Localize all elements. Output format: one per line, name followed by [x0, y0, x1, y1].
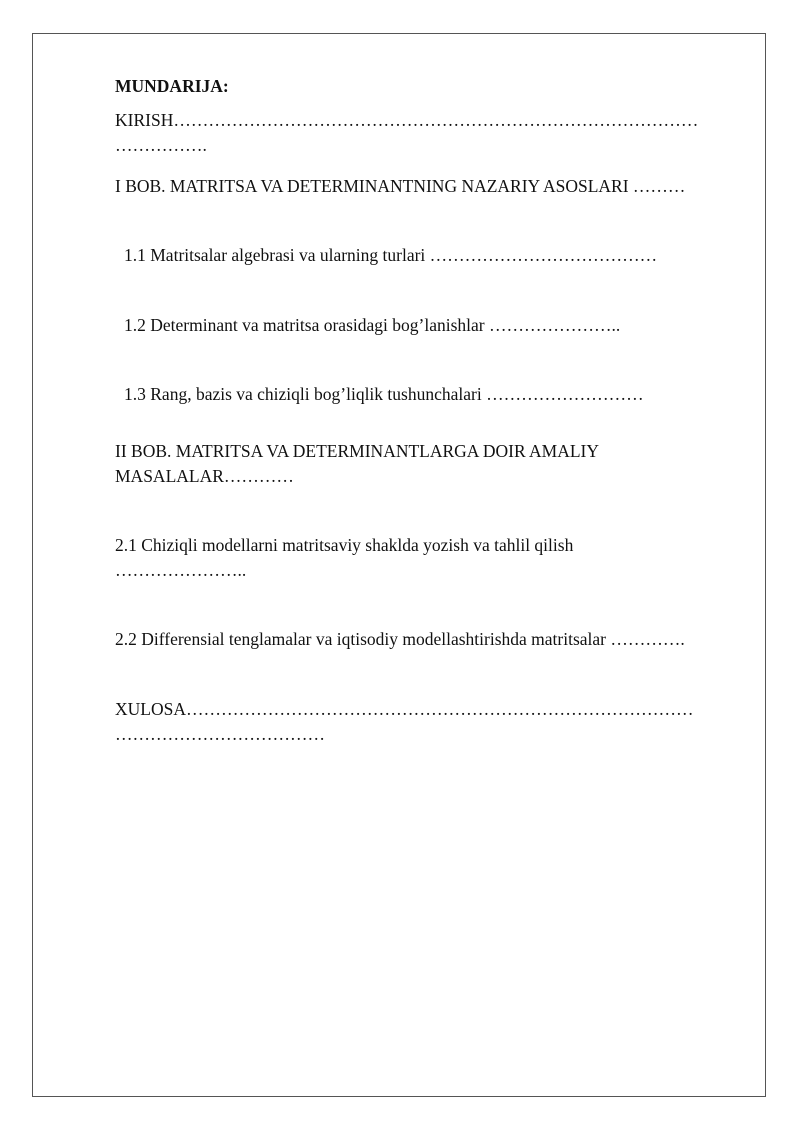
toc-entry-line: I BOB. MATRITSA VA DETERMINANTNING NAZARIY ASOSLARI ……… — [115, 176, 686, 196]
toc-entry-section-1-2 — [115, 313, 740, 338]
toc-entry-section-1-1 — [115, 243, 740, 268]
toc-entry-line: ……………………………… — [115, 724, 325, 744]
table-of-contents — [115, 74, 740, 747]
toc-entry-line: 1.1 Matritsalar algebrasi va ularning turlari ………………………………… — [124, 245, 658, 265]
toc-title: MUNDARIJA: — [115, 76, 229, 96]
toc-entry-line: 1.2 Determinant va matritsa orasidagi bog’lanishlar ………………….. — [124, 315, 621, 335]
toc-entry-line: MASALALAR………… — [115, 466, 294, 486]
toc-entry-line: ……………. — [115, 135, 207, 155]
toc-entry-section-2-2 — [115, 627, 740, 652]
toc-entry-chapter-1 — [115, 174, 740, 199]
toc-entry-line: ………………….. — [115, 560, 247, 580]
toc-entry-line: II BOB. MATRITSA VA DETERMINANTLARGA DOIR AMALIY — [115, 441, 600, 461]
toc-entry-xulosa — [115, 697, 740, 747]
toc-entry-line: XULOSA…………………………………………………………………………… — [115, 699, 694, 719]
toc-entry-chapter-2 — [115, 439, 740, 489]
toc-entry-line: KIRISH……………………………………………………………………………… — [115, 110, 699, 130]
toc-entry-section-2-1 — [115, 533, 740, 583]
toc-entry-kirish — [115, 108, 740, 158]
toc-entry-line: 2.1 Chiziqli modellarni matritsaviy shaklda yozish va tahlil qilish — [115, 535, 574, 555]
toc-entry-line: 2.2 Differensial tenglamalar va iqtisodiy modellashtirishda matritsalar …………. — [115, 629, 685, 649]
toc-entry-line: 1.3 Rang, bazis va chiziqli bog’liqlik tushunchalari ……………………… — [124, 384, 644, 404]
toc-entry-section-1-3 — [115, 382, 740, 407]
